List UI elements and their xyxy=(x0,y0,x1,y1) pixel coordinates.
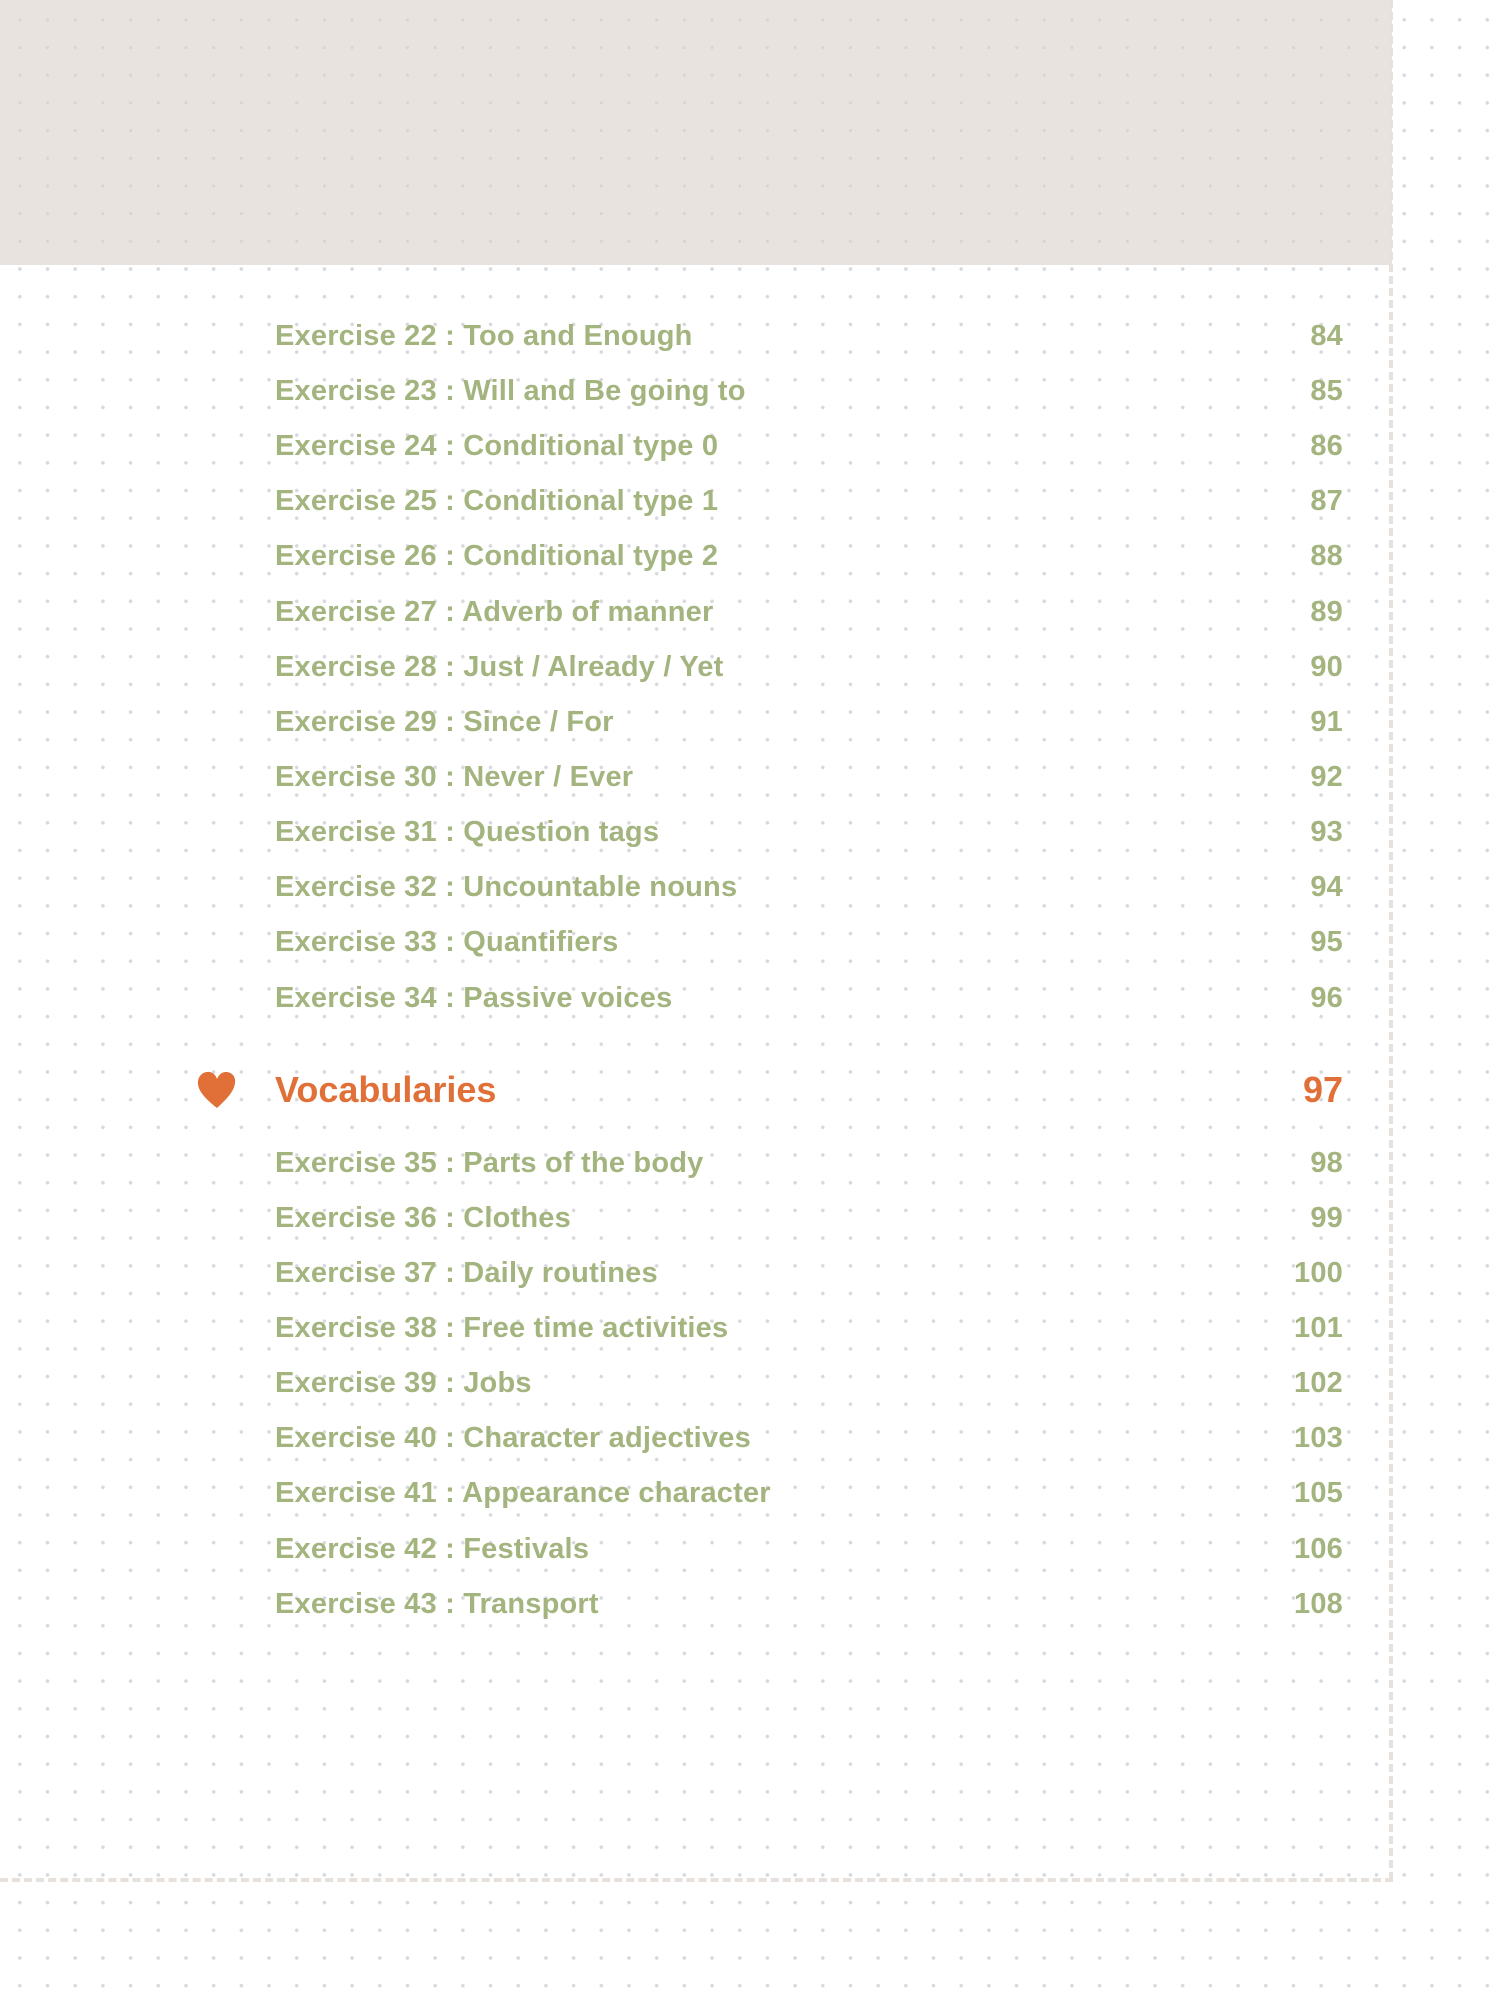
toc-entry-exercise-37[interactable] xyxy=(275,1253,1343,1293)
toc-entry-title: Exercise 38 : Free time activities xyxy=(275,1311,729,1344)
toc-entry-exercise-22[interactable] xyxy=(275,316,1343,356)
section-page: 97 xyxy=(1302,1069,1343,1110)
toc-entry-title: Exercise 42 : Festivals xyxy=(275,1532,590,1565)
toc-entry-title: Exercise 23 : Will and Be going to xyxy=(275,374,746,407)
toc-entry-exercise-40[interactable] xyxy=(275,1418,1343,1458)
toc-entry-page: 96 xyxy=(1310,981,1343,1014)
toc-entry-exercise-31[interactable] xyxy=(275,812,1343,852)
toc-entry-title: Exercise 41 : Appearance character xyxy=(275,1476,771,1509)
toc-entry-exercise-39[interactable] xyxy=(275,1363,1343,1403)
toc-entry-exercise-23[interactable] xyxy=(275,371,1343,411)
toc-entry-page: 92 xyxy=(1310,760,1343,793)
toc-entry-title: Exercise 32 : Uncountable nouns xyxy=(275,870,738,903)
toc-entry-exercise-28[interactable] xyxy=(275,647,1343,687)
toc-entry-title: Exercise 24 : Conditional type 0 xyxy=(275,429,719,462)
toc-entry-page: 88 xyxy=(1310,539,1343,572)
toc-entry-page: 95 xyxy=(1310,925,1343,958)
heart-icon xyxy=(195,1070,239,1110)
toc-entry-page: 93 xyxy=(1310,815,1343,848)
toc-entry-title: Exercise 35 : Parts of the body xyxy=(275,1146,704,1179)
toc-entry-title: Exercise 27 : Adverb of manner xyxy=(275,595,714,628)
toc-entry-title: Exercise 37 : Daily routines xyxy=(275,1256,658,1289)
toc-entry-page: 87 xyxy=(1310,484,1343,517)
toc-entry-page: 84 xyxy=(1310,319,1343,352)
toc-entry-page: 106 xyxy=(1294,1532,1343,1565)
toc-entry-title: Exercise 31 : Question tags xyxy=(275,815,660,848)
toc-entry-title: Exercise 22 : Too and Enough xyxy=(275,319,693,352)
toc-entry-title: Exercise 30 : Never / Ever xyxy=(275,760,634,793)
toc-entry-title: Exercise 34 : Passive voices xyxy=(275,981,673,1014)
toc-entry-title: Exercise 28 : Just / Already / Yet xyxy=(275,650,724,683)
toc-entry-page: 89 xyxy=(1310,595,1343,628)
toc-entry-exercise-30[interactable] xyxy=(275,757,1343,797)
toc-entry-exercise-41[interactable] xyxy=(275,1473,1343,1513)
toc-entry-page: 102 xyxy=(1294,1366,1343,1399)
section-title: Vocabularies xyxy=(275,1069,497,1110)
toc-entry-exercise-42[interactable] xyxy=(275,1529,1343,1569)
toc-entry-title: Exercise 36 : Clothes xyxy=(275,1201,571,1234)
toc-entry-page: 91 xyxy=(1310,705,1343,738)
toc-entry-page: 94 xyxy=(1310,870,1343,903)
toc-entry-title: Exercise 33 : Quantifiers xyxy=(275,925,619,958)
toc-entry-page: 103 xyxy=(1294,1421,1343,1454)
toc-entry-exercise-29[interactable] xyxy=(275,702,1343,742)
toc-entry-exercise-35[interactable] xyxy=(275,1143,1343,1183)
toc-entry-page: 100 xyxy=(1294,1256,1343,1289)
toc-entry-title: Exercise 29 : Since / For xyxy=(275,705,614,738)
page-frame-bottom-border xyxy=(0,1878,1393,1882)
toc-entry-title: Exercise 40 : Character adjectives xyxy=(275,1421,751,1454)
toc-entry-title: Exercise 39 : Jobs xyxy=(275,1366,532,1399)
toc-entry-exercise-27[interactable] xyxy=(275,592,1343,632)
page-frame-right-border xyxy=(1389,0,1393,1880)
toc-entry-title: Exercise 26 : Conditional type 2 xyxy=(275,539,719,572)
toc-entry-title: Exercise 25 : Conditional type 1 xyxy=(275,484,719,517)
toc-entry-title: Exercise 43 : Transport xyxy=(275,1587,599,1620)
toc-entry-exercise-25[interactable] xyxy=(275,481,1343,521)
toc-entry-page: 90 xyxy=(1310,650,1343,683)
toc-entry-page: 108 xyxy=(1294,1587,1343,1620)
toc-entry-exercise-32[interactable] xyxy=(275,867,1343,907)
toc-section-vocabularies[interactable] xyxy=(275,1065,1343,1115)
toc-entry-exercise-43[interactable] xyxy=(275,1584,1343,1624)
header-band xyxy=(0,0,1392,265)
toc-entry-exercise-26[interactable] xyxy=(275,536,1343,576)
toc-entry-page: 86 xyxy=(1310,429,1343,462)
toc-entry-exercise-24[interactable] xyxy=(275,426,1343,466)
toc-entry-page: 98 xyxy=(1310,1146,1343,1179)
toc-entry-page: 99 xyxy=(1310,1201,1343,1234)
toc-entry-exercise-34[interactable] xyxy=(275,978,1343,1018)
toc-entry-exercise-36[interactable] xyxy=(275,1198,1343,1238)
toc-entry-page: 105 xyxy=(1294,1476,1343,1509)
toc-entry-exercise-33[interactable] xyxy=(275,922,1343,962)
toc-entry-exercise-38[interactable] xyxy=(275,1308,1343,1348)
toc-entry-page: 101 xyxy=(1294,1311,1343,1344)
toc-entry-page: 85 xyxy=(1310,374,1343,407)
